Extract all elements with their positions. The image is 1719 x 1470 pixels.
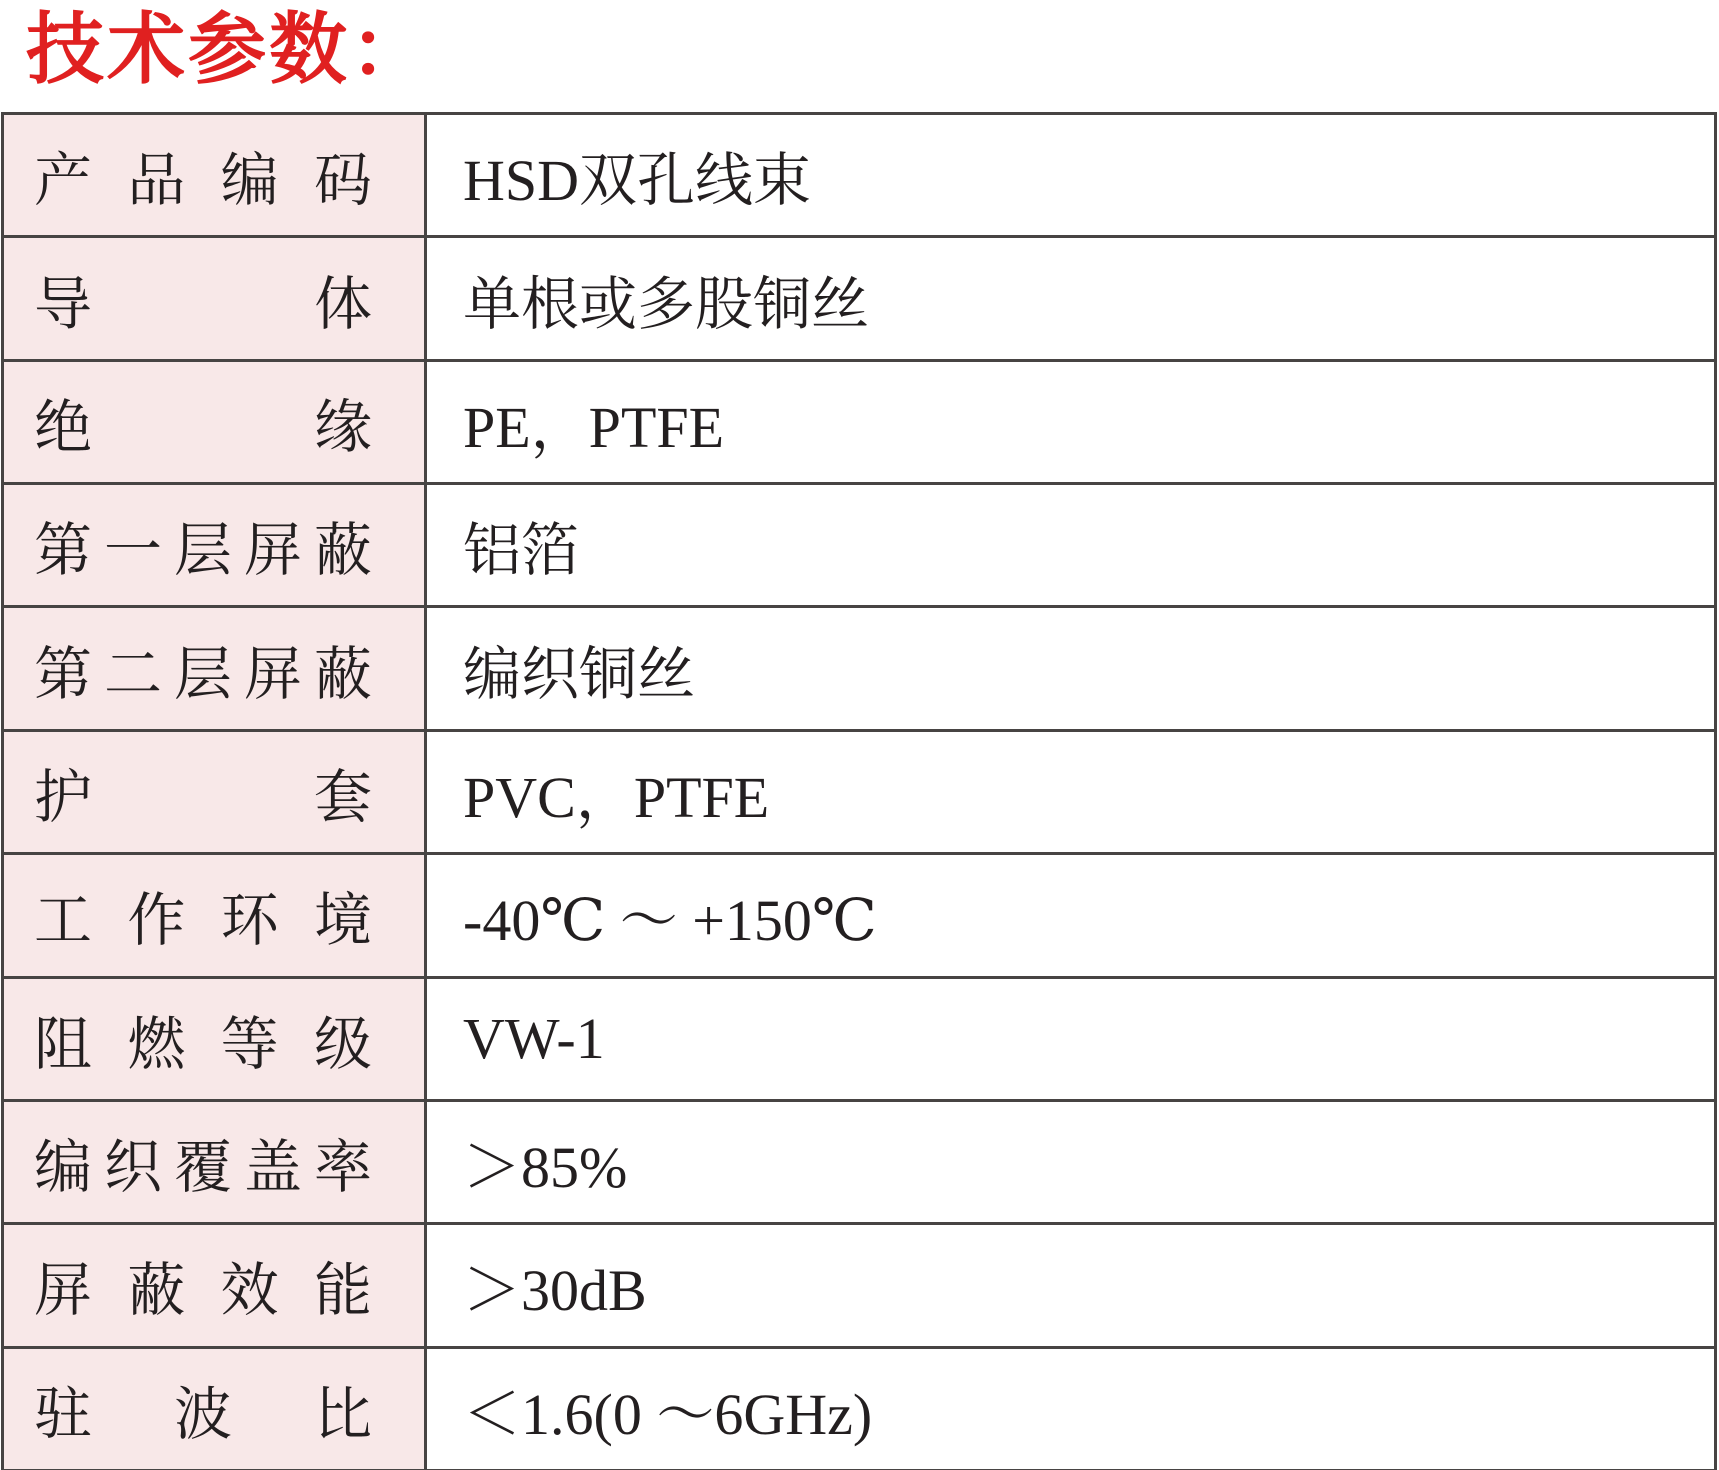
- param-value: 单根或多股铜丝: [426, 237, 1716, 360]
- param-label: 绝缘: [3, 360, 426, 483]
- param-label: 编织覆盖率: [3, 1100, 426, 1223]
- param-value: ＞30dB: [426, 1224, 1716, 1347]
- param-label: 阻燃等级: [3, 977, 426, 1100]
- param-label: 屏蔽效能: [3, 1224, 426, 1347]
- param-value: PVC，PTFE: [426, 730, 1716, 853]
- spec-table-body: [3, 114, 1716, 1470]
- param-label: 第一层屏蔽: [3, 484, 426, 607]
- param-label: 护套: [3, 730, 426, 853]
- spec-row: [3, 1100, 1716, 1223]
- param-value: HSD双孔线束: [426, 114, 1716, 237]
- param-label: 产品编码: [3, 114, 426, 237]
- param-value: 编织铜丝: [426, 607, 1716, 730]
- spec-row: [3, 360, 1716, 483]
- param-value: ＜1.6(0 ～6GHz): [426, 1347, 1716, 1470]
- param-label: 导体: [3, 237, 426, 360]
- spec-row: [3, 607, 1716, 730]
- spec-row: [3, 237, 1716, 360]
- param-label: 第二层屏蔽: [3, 607, 426, 730]
- spec-row: [3, 977, 1716, 1100]
- param-value: -40℃ ～ +150℃: [426, 854, 1716, 977]
- spec-row: [3, 730, 1716, 853]
- param-value: PE，PTFE: [426, 360, 1716, 483]
- param-value: 铝箔: [426, 484, 1716, 607]
- spec-row: [3, 1347, 1716, 1470]
- spec-table: [1, 112, 1717, 1470]
- param-value: ＞85%: [426, 1100, 1716, 1223]
- spec-row: [3, 854, 1716, 977]
- spec-row: [3, 1224, 1716, 1347]
- spec-row: [3, 484, 1716, 607]
- param-label: 驻波比: [3, 1347, 426, 1470]
- page-title: 技术参数：: [26, 6, 432, 93]
- spec-row: [3, 114, 1716, 237]
- param-label: 工作环境: [3, 854, 426, 977]
- param-value: VW-1: [426, 977, 1716, 1100]
